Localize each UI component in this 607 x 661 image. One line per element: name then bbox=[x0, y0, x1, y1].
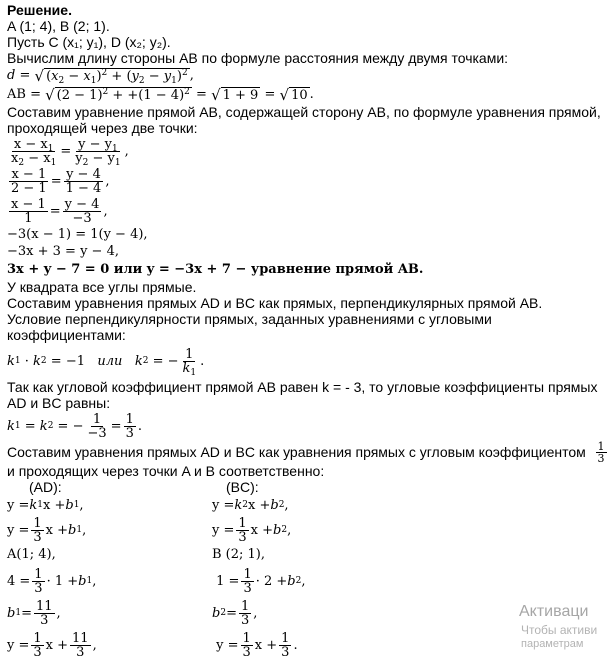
slope-text-1: Так как угловой коэффициент прямой AB равен k = - 3, то угловые коэффициенты прямых bbox=[7, 379, 598, 395]
ad-line-1: y = k 1 x + b 1 , bbox=[7, 497, 84, 513]
activation-watermark-title: Активаци bbox=[519, 603, 589, 620]
slope-values: k 1 = k 2 = − $\frac{1}{-3}$ = $\frac{1}{3}$ . bbox=[7, 411, 142, 441]
let-line: Пусть C (x₁; y₁), D (x₂; y₂). bbox=[7, 34, 171, 50]
eq-intro-1: Составим уравнения прямых AD и BC как уравнения прямых с угловым коэффициентом $\frac{1}{3}$ bbox=[7, 439, 605, 465]
ad-line-3: A(1; 4), bbox=[7, 547, 56, 562]
line-eq-intro-2: проходящей через две точки: bbox=[7, 120, 198, 136]
equation-step-2: $\frac{x - 1}{1}$ = $\frac{y - 4}{-3}$ , bbox=[11, 196, 108, 226]
ab-length-calc: AB = √ $(2 - 1)^2 + +(1 - 4)^2$ = √ 1 + 9 = √ 10 . bbox=[7, 85, 314, 104]
ad-column bbox=[7, 479, 212, 661]
ad-line-4: 4 = $\frac{1}{3}$ · 1 + b 1 , bbox=[7, 566, 97, 596]
line-eq-intro-1: Составим уравнение прямой AB, содержащей сторону AB, по формуле уравнения прямой, bbox=[7, 104, 601, 120]
perp-condition-1: Условие перпендикулярности прямых, заданных уравнениями с угловыми bbox=[7, 311, 492, 327]
bc-line-1: y = k 2 x + b 2 , bbox=[212, 497, 289, 513]
compute-length-text: Вычислим длину стороны AB по формуле расстояния между двумя точками: bbox=[7, 50, 509, 66]
equation-step-5: 3x + y − 7 = 0 или y = −3x + 7 − уравнение прямой AB. bbox=[7, 262, 424, 277]
bc-line-4: 1 = $\frac{1}{3}$ · 2 + b 2 , bbox=[212, 566, 306, 596]
bc-line-6: y = $\frac{1}{3}$ x + $\frac{1}{3}$ . bbox=[212, 630, 298, 660]
activation-watermark-line-2: Чтобы активи bbox=[521, 623, 598, 637]
distance-formula: d = √ $(x_2 - x_1)^2 + (y_2 - y_1)^2$ , bbox=[7, 66, 194, 86]
ad-line-2: y = $\frac{1}{3}$ x + b 1 , bbox=[7, 515, 87, 545]
eq-intro-fraction: $\frac{1}{3}$ bbox=[597, 439, 605, 465]
activation-watermark-line-3: параметрам bbox=[521, 638, 584, 650]
square-angles-text: У квадрата все углы прямые. bbox=[7, 279, 197, 295]
ad-header: (AD): bbox=[29, 479, 62, 495]
equation-step-4: −3x + 3 = y − 4, bbox=[7, 244, 119, 259]
equation-step-3: −3(x − 1) = 1(y − 4), bbox=[7, 227, 148, 242]
perp-condition-2: коэффициентами: bbox=[7, 327, 126, 343]
equations-columns bbox=[7, 479, 597, 661]
eq-intro-2: и проходящих через точки A и B соответственно: bbox=[7, 463, 325, 479]
perpendicular-formula: k 1 · k 2 = −1 или k 2 = − $\frac{1}{k_1}$ . bbox=[7, 346, 205, 378]
ad-line-6: y = $\frac{1}{3}$ x + $\frac{11}{3}$ , bbox=[7, 630, 97, 660]
slope-text-2: AD и BC равны: bbox=[7, 395, 111, 411]
equation-step-1: $\frac{x - 1}{2 - 1}$ = $\frac{y - 4}{1 - 4}$ , bbox=[11, 166, 110, 196]
bc-line-5: b 2 = $\frac{1}{3}$ , bbox=[212, 598, 258, 628]
bc-line-2: y = $\frac{1}{3}$ x + b 2 , bbox=[212, 515, 292, 545]
solution-document bbox=[7, 2, 605, 661]
perp-intro-text: Составим уравнения прямых AD и BC как прямых, перпендикулярных прямой AB. bbox=[7, 295, 543, 311]
solution-heading: Решение. bbox=[7, 2, 72, 18]
bc-header: (BC): bbox=[226, 479, 259, 495]
ad-line-5: b 1 = $\frac{11}{3}$ , bbox=[7, 598, 61, 628]
points-line: A (1; 4), B (2; 1). bbox=[7, 18, 110, 34]
bc-line-3: B (2; 1), bbox=[212, 547, 266, 562]
two-point-equation: $\frac{x - x_1}{x_2 - x_1}$ = $\frac{y - y_1}{y_2 - y_1}$ , bbox=[11, 136, 129, 168]
bc-column bbox=[212, 479, 417, 661]
